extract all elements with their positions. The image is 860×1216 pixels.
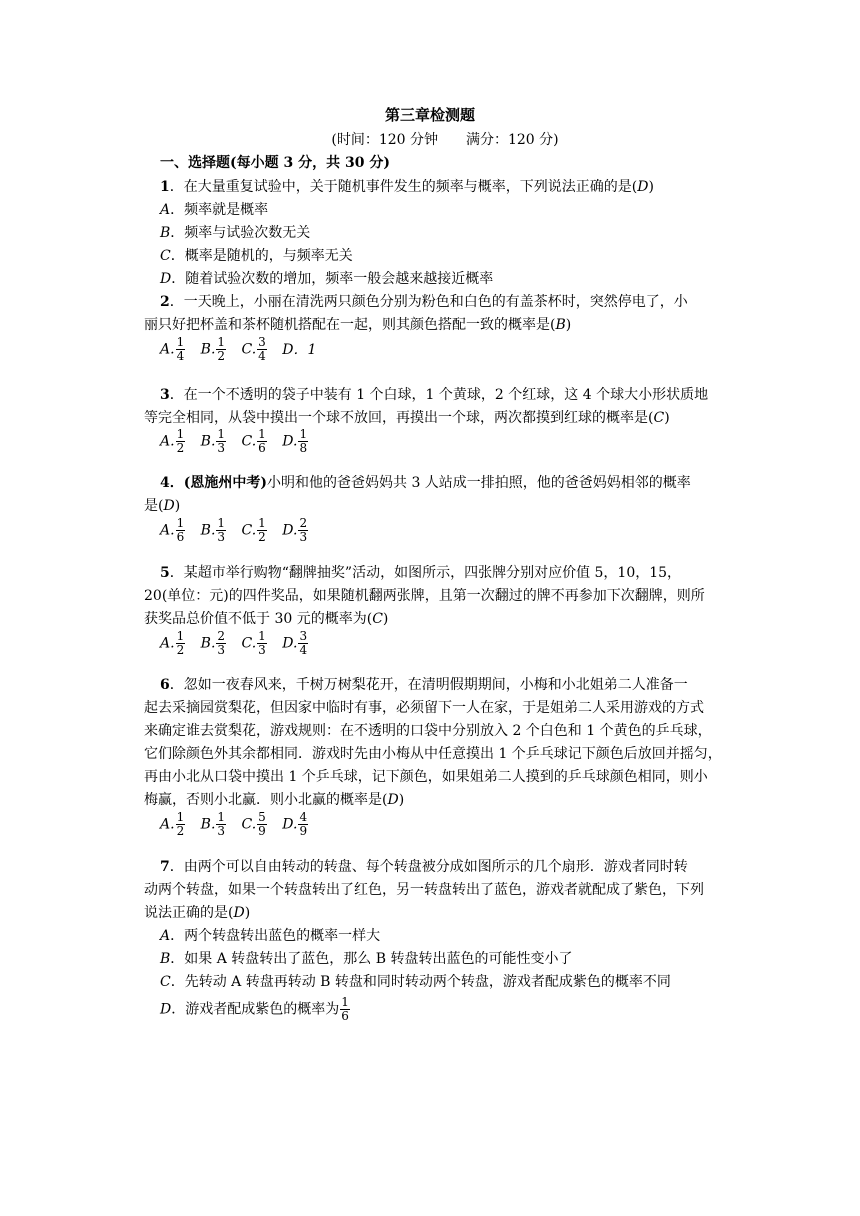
question-6-options [160,811,319,838]
close-paren: ) [174,498,181,514]
option-label: D. [282,433,298,450]
denominator: 3 [299,530,308,544]
numerator: 1 [176,810,185,824]
numerator: 5 [258,810,266,824]
page-title: 第三章检测题 [384,106,475,124]
option-d [282,339,316,359]
numerator: 1 [258,427,266,441]
option-b [201,517,227,544]
denominator: 9 [258,824,266,838]
question-2-stem-cont [144,314,571,334]
fraction [298,630,308,657]
option-label: A. [160,816,175,833]
answer: C [372,611,383,627]
numerator: 1 [299,427,308,441]
option-text: ．游戏者配成紫色的概率为 [171,1001,340,1018]
question-6-stem-cont4 [144,766,708,786]
answer: D [163,498,175,514]
denominator: 6 [176,530,185,544]
option-b [201,630,227,657]
question-6-stem [160,674,688,694]
question-text: 动两个转盘，如果一个转盘转出了红色，另一转盘转出了蓝色，游戏者就配成了紫色，下列 [144,882,704,898]
question-1-option-b [160,222,310,242]
question-number: 1 [160,179,170,195]
question-text: 来确定谁去赏梨花，游戏规则：在不透明的口袋中分别放入 2 个白色和 1 个黄色的乒乓球， [144,723,712,739]
numerator: 1 [217,516,226,530]
denominator: 4 [176,349,185,363]
question-text: ．忽如一夜春风来，千树万树梨花开，在清明假期期间，小梅和小北姐弟二人准备一 [169,677,688,693]
question-1-stem [160,176,654,196]
option-a [160,517,186,544]
option-label: D. [282,816,298,833]
question-4-stem-cont [144,495,180,515]
close-paren: ) [382,611,389,627]
section-heading: 一、选择题(每小题 3 分，共 30 分) [160,155,390,171]
option-a [160,428,186,455]
close-paren: ) [398,792,405,808]
option-label: C. [241,433,257,450]
question-7-option-b [160,948,573,968]
denominator: 2 [176,643,185,657]
fraction [216,811,226,838]
option-text: ．概率是随机的，与频率无关 [170,248,353,264]
numerator: 1 [258,516,266,530]
question-number: 2 [160,294,170,310]
option-text: ．频率与试验次数无关 [170,225,311,241]
question-text: 再由小北从口袋中摸出 1 个乒乓球，记下颜色，如果姐弟二人摸到的乒乓球颜色相同，则小 [144,769,708,785]
option-text: ．两个转盘转出蓝色的概率一样大 [170,928,381,944]
question-text: 小明和他的爸爸妈妈共 3 人站成一排拍照，他的爸爸妈妈相邻的概率 [267,475,691,491]
option-d [282,630,309,657]
fraction [298,811,308,838]
question-7-stem-cont [144,879,704,899]
question-5-stem-cont [144,585,705,605]
fraction [257,336,267,363]
question-4-stem [160,472,691,492]
option-text: ．如果 A 转盘转出了蓝色，那么 B 转盘转出蓝色的可能性变小了 [170,951,573,967]
close-paren: ) [648,179,654,195]
denominator: 6 [258,441,266,455]
close-paren: ) [664,410,670,426]
question-7-option-c [160,971,671,991]
option-c [242,630,268,657]
question-6-stem-cont2 [144,720,712,740]
question-1-option-d [160,268,493,288]
denominator: 4 [299,643,308,657]
denominator: 9 [299,824,308,838]
question-1-option-c [160,245,353,265]
numerator: 2 [299,516,308,530]
numerator: 1 [176,516,185,530]
question-6-stem-cont5 [144,789,404,809]
question-4-options [160,517,319,544]
option-c [242,336,268,363]
option-label: A. [160,635,175,652]
option-text: ．随着试验次数的增加，频率一般会越来越接近概率 [171,271,494,287]
option-label: A [160,202,171,218]
option-c [242,428,268,455]
fraction [298,517,308,544]
fraction [176,517,186,544]
question-7-option-a [160,925,380,945]
option-label: D．1 [282,341,317,358]
fraction [216,517,226,544]
denominator: 3 [217,824,226,838]
option-label: B [160,951,171,967]
answer: D [233,905,245,921]
question-text: 说法正确的是( [144,905,234,921]
denominator: 3 [217,441,226,455]
option-label: B. [200,433,216,450]
denominator: 3 [258,643,266,657]
numerator: 1 [258,629,266,643]
question-text: ．在一个不透明的袋子中装有 1 个白球，1 个黄球，2 个红球，这 4 个球大小形状质地 [169,387,709,403]
question-6-stem-cont3 [144,743,722,763]
numerator: 1 [217,335,226,349]
numerator: 3 [299,629,308,643]
option-c [242,517,268,544]
numerator: 1 [176,335,185,349]
question-5-options [160,630,319,657]
question-1-option-a [160,199,268,219]
option-text: ．频率就是概率 [170,202,269,218]
numerator: 1 [217,810,226,824]
question-number: 6 [160,677,170,693]
option-label: C. [241,522,257,539]
fraction [176,811,186,838]
fraction [257,630,267,657]
option-label: D [160,1001,172,1018]
question-text: 20(单位：元)的四件奖品，如果随机翻两张牌，且第一次翻过的牌不再参加下次翻牌，则所 [144,588,705,604]
option-label: B. [200,635,216,652]
fraction [176,630,186,657]
question-2-stem [160,291,688,311]
question-number: 5 [160,565,170,581]
fraction [216,336,226,363]
exam-info: (时间：120 分钟 满分：120 分) [331,132,559,148]
question-6-stem-cont [144,697,704,717]
question-text: 丽只好把杯盖和茶杯随机搭配在一起，则其颜色搭配一致的概率是( [144,317,556,333]
denominator: 3 [217,530,226,544]
option-label: A. [160,522,175,539]
question-text: ．某超市举行购物“翻牌抽奖”活动，如图所示，四张牌分别对应价值 5，10，15， [169,565,682,581]
denominator: 8 [299,441,308,455]
answer: D [387,792,399,808]
option-label: C. [241,816,257,833]
option-label: D [160,271,172,287]
option-label: C. [241,635,257,652]
option-label: D. [282,522,298,539]
fraction [257,811,267,838]
option-d [282,428,309,455]
option-b [201,811,227,838]
question-text: 它们除颜色外其余都相同．游戏时先由小梅从中任意摸出 1 个乒乓球记下颜色后放回并摇匀， [144,746,722,762]
question-source: ．(恩施州中考) [169,475,267,491]
fraction [298,428,308,455]
question-5-stem [160,562,681,582]
option-text: ．先转动 A 转盘再转动 B 转盘和同时转动两个转盘，游戏者配成紫色的概率不同 [170,974,671,990]
denominator: 6 [341,1009,349,1023]
option-c [242,811,268,838]
fraction [216,428,226,455]
numerator: 3 [258,335,266,349]
answer: B [555,317,566,333]
close-paren: ) [565,317,572,333]
option-d [282,811,309,838]
option-b [201,336,227,363]
option-label: D. [282,635,298,652]
denominator: 2 [258,530,266,544]
question-text: 等完全相同，从袋中摸出一个球不放回，再摸出一个球，两次都摸到红球的概率是( [144,410,654,426]
denominator: 2 [176,824,185,838]
fraction [257,428,267,455]
question-7-option-d [160,996,351,1023]
question-text: 起去采摘园赏梨花，但因家中临时有事，必须留下一人在家，于是姐弟二人采用游戏的方式 [144,700,704,716]
fraction [216,630,226,657]
question-text: 是( [144,498,164,514]
option-a [160,811,186,838]
numerator: 2 [217,629,226,643]
question-3-stem [160,384,708,404]
fraction [257,517,267,544]
option-label: B. [200,341,216,358]
denominator: 2 [176,441,185,455]
question-text: 梅赢，否则小北赢．则小北赢的概率是( [144,792,388,808]
answer: C [653,410,665,426]
question-text: ．一天晚上，小丽在清洗两只颜色分别为粉色和白色的有盖茶杯时，突然停电了，小 [169,294,688,310]
question-text: ．由两个可以自由转动的转盘、每个转盘被分成如图所示的几个扇形．游戏者同时转 [169,859,688,875]
option-a [160,336,186,363]
numerator: 4 [299,810,308,824]
question-2-options [160,336,326,363]
question-7-stem-cont2 [144,902,250,922]
numerator: 1 [176,427,185,441]
option-label: A. [160,433,175,450]
question-5-stem-cont2 [144,608,388,628]
numerator: 1 [341,995,349,1009]
option-label: C. [241,341,257,358]
option-label: C [160,974,171,990]
numerator: 1 [176,629,185,643]
question-number: 3 [160,387,170,403]
option-b [201,428,227,455]
question-7-stem [160,856,688,876]
question-number: 4 [160,475,170,491]
question-number: 7 [160,859,170,875]
option-d [282,517,309,544]
numerator: 1 [217,427,226,441]
denominator: 3 [217,643,226,657]
option-label: B [160,225,171,241]
option-a [160,630,186,657]
question-text: ．在大量重复试验中，关于随机事件发生的频率与概率，下列说法正确的是( [169,179,638,195]
fraction [340,996,350,1023]
option-label: B. [200,522,216,539]
fraction [176,336,186,363]
question-3-stem-cont [144,407,670,427]
option-label: A. [160,341,175,358]
denominator: 4 [258,349,266,363]
option-label: A [160,928,171,944]
fraction [176,428,186,455]
answer: D [637,179,649,195]
option-label: C [160,248,171,264]
question-text: 获奖品总价值不低于 30 元的概率为( [144,611,373,627]
option-label: B. [200,816,216,833]
denominator: 2 [217,349,226,363]
question-3-options [160,428,319,455]
close-paren: ) [244,905,251,921]
